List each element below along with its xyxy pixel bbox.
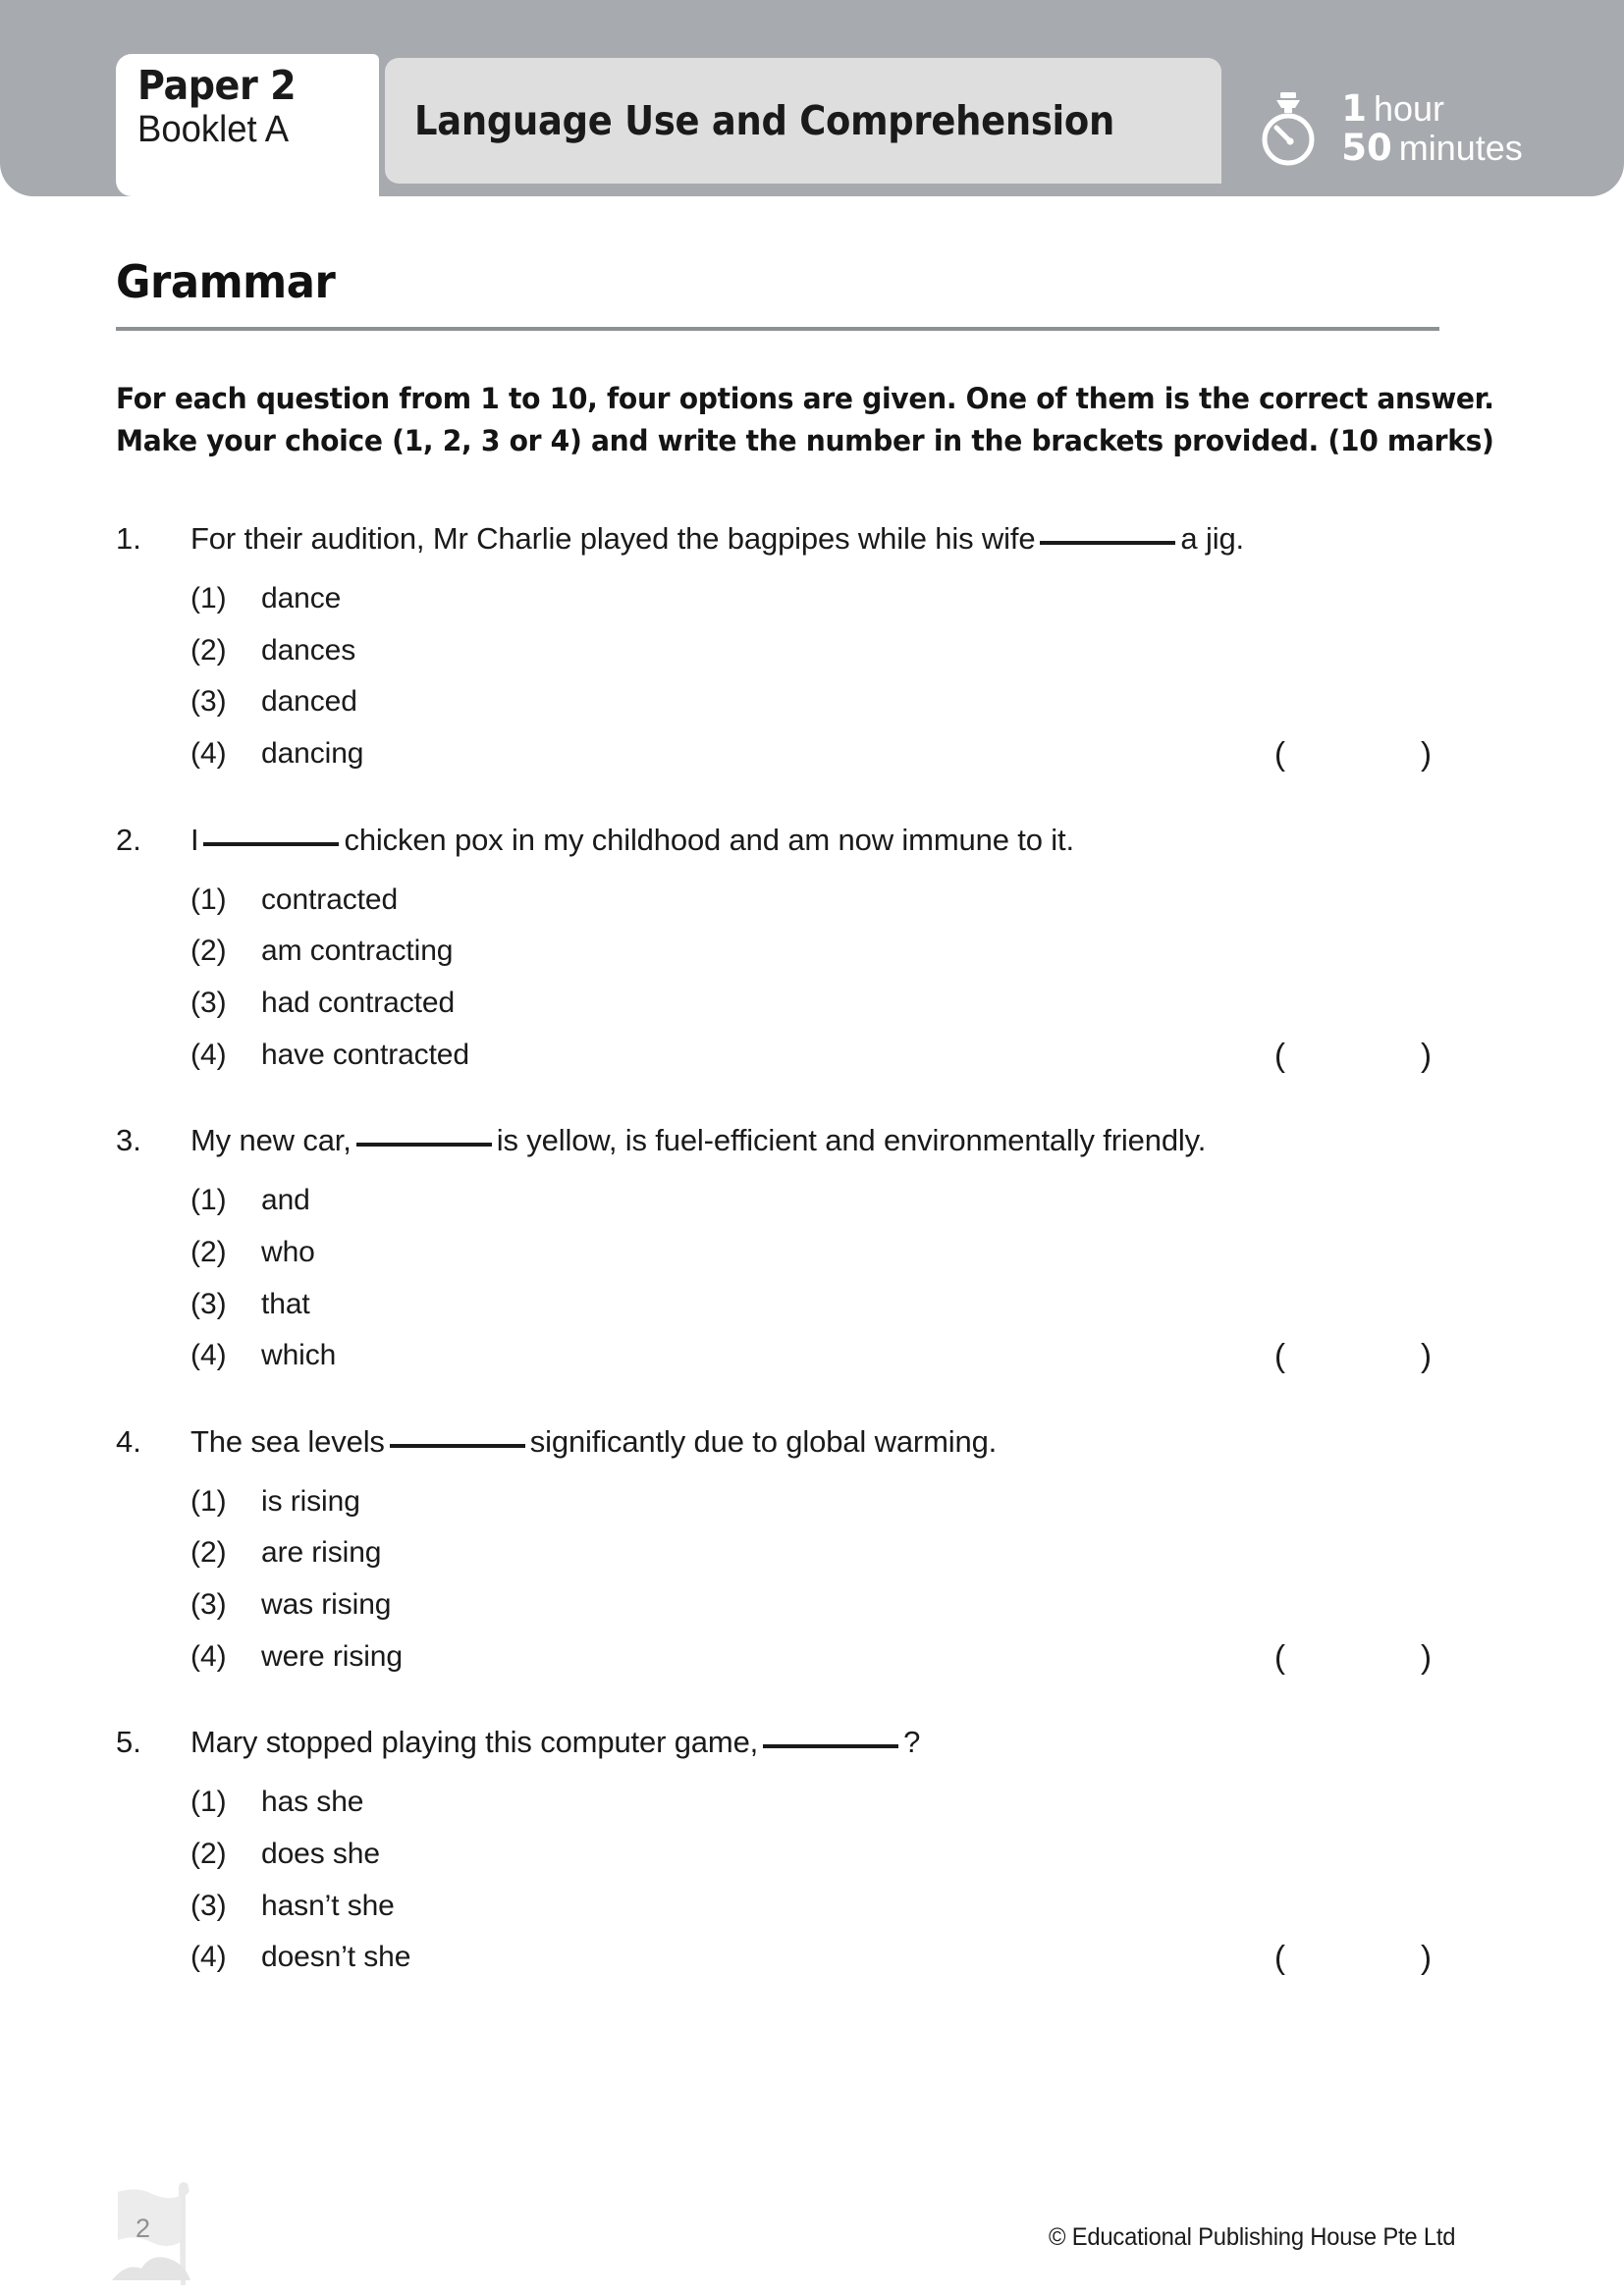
answer-option[interactable] <box>116 1030 1624 1082</box>
question-text-before-blank: My new car, <box>190 1123 352 1158</box>
question-text <box>190 1724 920 1760</box>
answer-option[interactable] <box>116 1777 1624 1829</box>
question-list <box>0 520 1624 2025</box>
option-number: (3) <box>190 986 227 1019</box>
question-number: 4. <box>116 1423 141 1459</box>
instructions-line-2: Make your choice (1, 2, 3 or 4) and write the number in the brackets provided. (10 marks) <box>116 424 1494 458</box>
answer-blank-line[interactable] <box>203 842 339 846</box>
copyright-notice: © Educational Publishing House Pte Ltd <box>1049 2223 1456 2251</box>
question-text-after-blank: is yellow, is fuel-efficient and environmentally friendly. <box>496 1123 1207 1158</box>
answer-option[interactable] <box>116 1579 1624 1631</box>
option-label: does she <box>261 1838 380 1871</box>
option-number: (2) <box>190 633 227 667</box>
option-label: and <box>261 1184 310 1217</box>
option-number: (2) <box>190 1235 227 1268</box>
question-text-after-blank: chicken pox in my childhood and am now immune to it. <box>344 822 1074 857</box>
answer-option[interactable] <box>116 728 1624 780</box>
answer-blank-line[interactable] <box>356 1143 492 1147</box>
answer-option[interactable] <box>116 1527 1624 1579</box>
option-number: (2) <box>190 1536 227 1570</box>
duration-minutes-value: 50 <box>1341 126 1392 169</box>
duration-minutes-row <box>1341 126 1523 169</box>
duration-hours-value: 1 <box>1341 86 1367 130</box>
page-number: 2 <box>135 2214 151 2243</box>
header-content <box>116 54 1523 196</box>
option-label: that <box>261 1287 310 1320</box>
question-text <box>190 1122 1206 1158</box>
page-header-band <box>0 0 1624 196</box>
option-label: have contracted <box>261 1038 469 1071</box>
subject-title: Language Use and Comprehension <box>414 97 1115 144</box>
answer-option[interactable] <box>116 1476 1624 1528</box>
duration-text <box>1341 86 1523 169</box>
question-stem <box>116 1423 1624 1460</box>
question-text-after-blank: significantly due to global warming. <box>529 1423 998 1459</box>
answer-option[interactable] <box>116 875 1624 927</box>
option-label: which <box>261 1339 337 1372</box>
option-label: had contracted <box>261 986 456 1019</box>
option-number: (4) <box>190 736 227 770</box>
answer-option[interactable] <box>116 1932 1624 1984</box>
question-item <box>0 520 1624 780</box>
option-label: who <box>261 1235 315 1268</box>
answer-option[interactable] <box>116 1175 1624 1227</box>
option-label: am contracting <box>261 934 454 968</box>
answer-option[interactable] <box>116 1881 1624 1933</box>
answer-bracket-open: ( <box>1274 1337 1285 1374</box>
duration-minutes-unit: minutes <box>1398 127 1523 168</box>
question-stem <box>116 520 1624 557</box>
option-number: (4) <box>190 1941 227 1974</box>
option-label: hasn’t she <box>261 1889 395 1922</box>
answer-option[interactable] <box>116 625 1624 677</box>
question-text-before-blank: For their audition, Mr Charlie played the bagpipes while his wife <box>190 521 1036 556</box>
option-label: has she <box>261 1786 364 1819</box>
answer-bracket-field[interactable] <box>1274 1938 1432 1977</box>
option-label: are rising <box>261 1536 382 1570</box>
duration-hours-unit: hour <box>1373 87 1445 129</box>
question-stem <box>116 822 1624 858</box>
question-item <box>0 1423 1624 1683</box>
option-label: dancing <box>261 736 364 770</box>
question-stem <box>116 1724 1624 1760</box>
question-text <box>190 822 1074 858</box>
option-number: (1) <box>190 1484 227 1518</box>
option-number: (1) <box>190 582 227 615</box>
paper-label: Paper 2 <box>137 62 297 109</box>
question-item <box>0 1724 1624 1984</box>
answer-bracket-close: ) <box>1421 734 1432 772</box>
booklet-label: Booklet A <box>137 109 290 151</box>
flag-icon <box>96 2178 222 2296</box>
question-number: 3. <box>116 1123 141 1158</box>
section-heading: Grammar <box>116 255 336 308</box>
page-footer <box>0 2164 1624 2296</box>
option-label: dances <box>261 633 356 667</box>
option-label: contracted <box>261 882 399 916</box>
option-number: (4) <box>190 1639 227 1673</box>
option-number: (1) <box>190 1786 227 1819</box>
answer-bracket-open: ( <box>1274 734 1285 772</box>
option-label: were rising <box>261 1639 403 1673</box>
answer-bracket-field[interactable] <box>1274 734 1432 774</box>
option-label: dance <box>261 582 342 615</box>
subject-title-tab <box>385 58 1221 184</box>
option-number: (2) <box>190 1838 227 1871</box>
option-number: (4) <box>190 1339 227 1372</box>
answer-blank-line[interactable] <box>390 1444 525 1448</box>
question-text-before-blank: Mary stopped playing this computer game, <box>190 1725 759 1760</box>
option-number: (4) <box>190 1038 227 1071</box>
answer-bracket-open: ( <box>1274 1036 1285 1073</box>
answer-bracket-field[interactable] <box>1274 1036 1432 1075</box>
answer-blank-line[interactable] <box>1040 541 1175 545</box>
option-number: (1) <box>190 882 227 916</box>
instructions-block <box>116 378 1494 463</box>
option-label: was rising <box>261 1588 392 1622</box>
answer-bracket-field[interactable] <box>1274 1336 1432 1375</box>
question-number: 2. <box>116 822 141 857</box>
question-number: 5. <box>116 1725 141 1760</box>
duration-hours-row <box>1341 86 1523 130</box>
answer-bracket-close: ) <box>1421 1637 1432 1675</box>
option-label: danced <box>261 685 357 719</box>
answer-bracket-field[interactable] <box>1274 1637 1432 1677</box>
answer-bracket-open: ( <box>1274 1637 1285 1675</box>
question-stem <box>116 1122 1624 1158</box>
option-number: (3) <box>190 685 227 719</box>
answer-option[interactable] <box>116 1330 1624 1382</box>
exam-duration <box>1255 60 1523 196</box>
stopwatch-icon <box>1255 90 1322 167</box>
question-item <box>0 822 1624 1082</box>
question-text <box>190 1423 997 1460</box>
question-text <box>190 520 1244 557</box>
answer-bracket-close: ) <box>1421 1939 1432 1976</box>
paper-booklet-tab <box>116 54 379 196</box>
question-item <box>0 1122 1624 1382</box>
answer-option[interactable] <box>116 1829 1624 1881</box>
answer-option[interactable] <box>116 1279 1624 1331</box>
option-number: (1) <box>190 1184 227 1217</box>
instructions-line-1: For each question from 1 to 10, four options are given. One of them is the correct answer. <box>116 382 1494 415</box>
answer-option[interactable] <box>116 1631 1624 1683</box>
answer-option[interactable] <box>116 978 1624 1030</box>
option-label: doesn’t she <box>261 1941 411 1974</box>
answer-option[interactable] <box>116 573 1624 625</box>
answer-bracket-open: ( <box>1274 1939 1285 1976</box>
question-text-before-blank: The sea levels <box>190 1423 385 1459</box>
answer-bracket-close: ) <box>1421 1036 1432 1073</box>
answer-option[interactable] <box>116 1227 1624 1279</box>
option-label: is rising <box>261 1484 360 1518</box>
question-text-after-blank: a jig. <box>1180 521 1245 556</box>
option-number: (3) <box>190 1889 227 1922</box>
answer-blank-line[interactable] <box>763 1744 898 1748</box>
question-text-before-blank: I <box>190 822 199 857</box>
option-number: (3) <box>190 1588 227 1622</box>
question-text-after-blank: ? <box>903 1725 921 1760</box>
answer-option[interactable] <box>116 676 1624 728</box>
answer-option[interactable] <box>116 926 1624 978</box>
question-number: 1. <box>116 521 141 556</box>
option-number: (3) <box>190 1287 227 1320</box>
answer-bracket-close: ) <box>1421 1337 1432 1374</box>
heading-divider <box>116 327 1439 331</box>
option-number: (2) <box>190 934 227 968</box>
